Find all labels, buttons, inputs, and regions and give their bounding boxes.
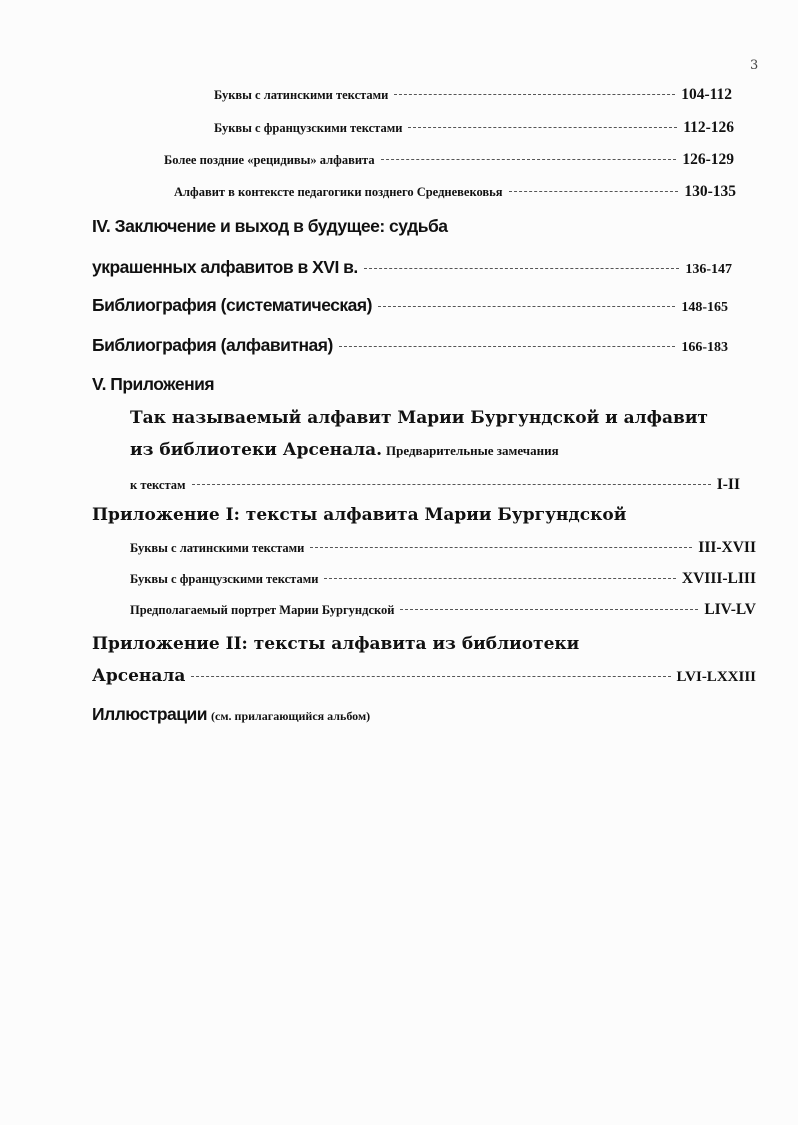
dotted-leader xyxy=(381,159,677,160)
toc-entry-pages: 148-165 xyxy=(681,300,728,315)
toc-entry-bibliography-alphabetic xyxy=(92,335,728,356)
toc-entry-pages: 104-112 xyxy=(681,86,732,103)
toc-entry-appendix-french-letters xyxy=(130,570,756,588)
illustrations-heading: Иллюстрации xyxy=(92,704,208,724)
toc-entry-pages: III-XVII xyxy=(698,539,756,556)
toc-entry-pages: 166-183 xyxy=(681,340,728,355)
dotted-leader xyxy=(509,191,679,192)
toc-entry-label: Буквы с французскими текстами xyxy=(214,121,403,135)
toc-entry-label: украшенных алфавитов в XVI в. xyxy=(92,257,358,277)
page-number: 3 xyxy=(750,58,759,73)
toc-entry-label: Алфавит в контексте педагогики позднего Средневековья xyxy=(174,185,503,199)
dotted-leader xyxy=(192,484,711,485)
toc-entry-section-iv xyxy=(92,257,732,278)
toc-entry-label: Буквы с латинскими текстами xyxy=(214,88,389,102)
toc-entry-label: к текстам xyxy=(130,478,186,492)
appendix-intro-line-2 xyxy=(130,440,559,460)
toc-entry-label: Библиография (систематическая) xyxy=(92,295,372,315)
toc-entry-pages: 130-135 xyxy=(684,183,736,200)
toc-entry-to-texts xyxy=(130,476,740,494)
toc-entry-appendix-2 xyxy=(92,666,756,686)
toc-entry-recidives xyxy=(164,151,734,169)
toc-entry-pages: LIV-LV xyxy=(704,601,756,618)
dotted-leader xyxy=(364,268,680,269)
dotted-leader xyxy=(394,94,675,95)
toc-entry-french-letters xyxy=(214,119,734,137)
dotted-leader xyxy=(400,609,698,610)
toc-entry-label: Предполагаемый портрет Марии Бургундской xyxy=(130,603,395,617)
section-heading-v: V. Приложения xyxy=(92,374,215,394)
toc-entry-pages: LVI-LXXIII xyxy=(676,669,756,685)
toc-entry-pages: 112-126 xyxy=(683,119,734,136)
dotted-leader xyxy=(339,346,676,347)
toc-entry-pages: XVIII-LIII xyxy=(681,570,756,587)
toc-entry-pages: I-II xyxy=(716,476,740,493)
toc-entry-label: Буквы с латинскими текстами xyxy=(130,541,305,555)
illustrations-note: (см. прилагающийся альбом) xyxy=(211,709,371,723)
section-heading-iv: IV. Заключение и выход в будущее: судьба xyxy=(92,216,448,236)
dotted-leader xyxy=(324,578,675,579)
dotted-leader xyxy=(310,547,692,548)
appendix-1-heading: Приложение I: тексты алфавита Марии Бургундской xyxy=(92,505,627,525)
toc-entry-label: Буквы с французскими текстами xyxy=(130,572,319,586)
toc-entry-pages: 126-129 xyxy=(682,151,734,168)
toc-entry-bibliography-systematic xyxy=(92,295,728,316)
toc-entry-portrait xyxy=(130,601,756,619)
appendix-2-heading: Приложение II: тексты алфавита из библиотеки xyxy=(92,634,580,654)
toc-entry-latin-letters xyxy=(214,86,732,104)
toc-entry-label: Арсенала xyxy=(92,666,186,686)
appendix-intro-note: Предварительные замечания xyxy=(386,443,559,458)
toc-entry-pages: 136-147 xyxy=(685,262,732,277)
toc-entry-label: Библиография (алфавитная) xyxy=(92,335,333,355)
illustrations-entry xyxy=(92,704,370,725)
appendix-intro-line-1: Так называемый алфавит Марии Бургундской и алфавит xyxy=(130,408,708,428)
toc-entry-pedagogy xyxy=(174,183,736,201)
dotted-leader xyxy=(191,676,670,677)
dotted-leader xyxy=(378,306,675,307)
appendix-intro-main-text: из библиотеки Арсенала. xyxy=(130,440,383,460)
toc-entry-label: Более поздние «рецидивы» алфавита xyxy=(164,153,375,167)
dotted-leader xyxy=(408,127,677,128)
toc-entry-appendix-latin-letters xyxy=(130,539,756,557)
